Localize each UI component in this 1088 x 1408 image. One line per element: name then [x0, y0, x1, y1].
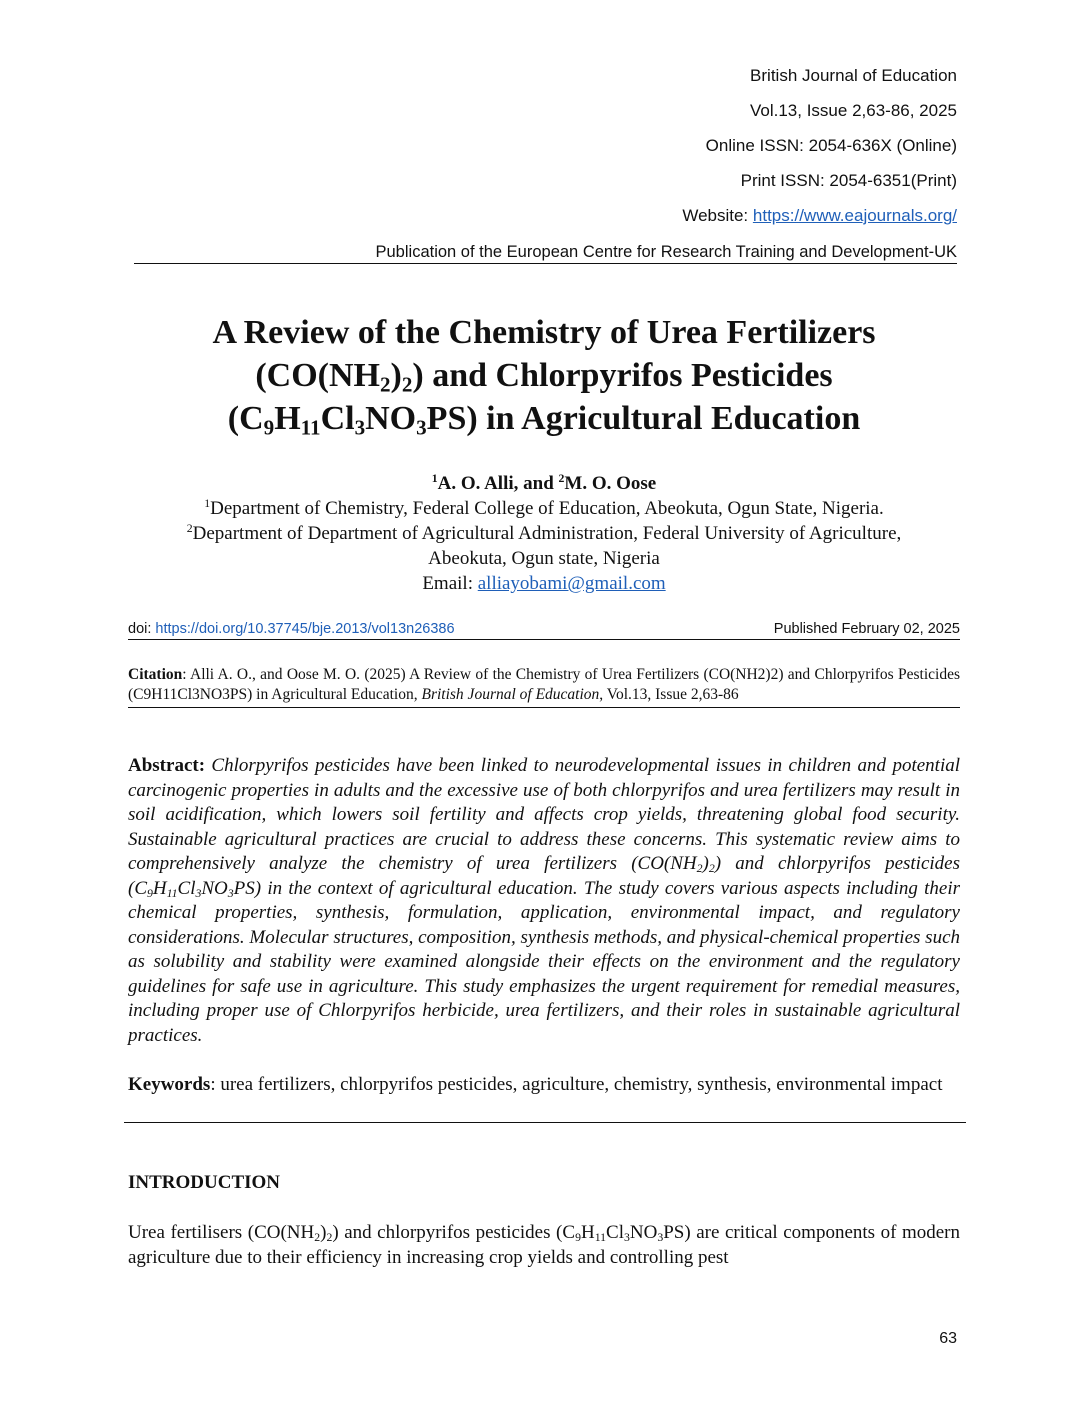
- intro-text: Cl: [606, 1222, 624, 1243]
- title-subscript: 2: [379, 372, 391, 397]
- abstract-text: ): [702, 853, 709, 874]
- title-subscript: 3: [354, 415, 366, 440]
- intro-subscript: 2: [314, 1230, 321, 1244]
- author-2: M. O. Oose: [564, 473, 657, 494]
- title-part: (CO(NH: [255, 357, 380, 394]
- citation-text: , Vol.13, Issue 2,63-86: [599, 686, 739, 703]
- title-part: Cl: [320, 400, 355, 437]
- introduction-heading: INTRODUCTION: [128, 1172, 281, 1193]
- abstract-text: Cl: [177, 877, 196, 899]
- author-block: [80, 471, 1008, 596]
- affiliation-1: [80, 496, 1008, 521]
- page-number: 63: [939, 1330, 957, 1347]
- intro-subscript: 3: [623, 1230, 630, 1244]
- abstract-subscript: 3: [195, 886, 202, 900]
- volume-info: Vol.13, Issue 2,63-86, 2025: [750, 101, 957, 120]
- title-line-1: A Review of the Chemistry of Urea Fertilizers: [212, 314, 876, 351]
- citation-text: : Alli A. O., and Oose M. O. (2025) A Review of the Chemistry of Urea Fertilizers (CO(NH2)2) and Chlorpyrifos Pesticides (C9H11Cl3NO3PS) in Agricultural Education,: [128, 666, 960, 703]
- citation-journal: British Journal of Education: [421, 686, 600, 703]
- publisher-line: [134, 241, 957, 264]
- website-link[interactable]: https://www.eajournals.org/: [752, 206, 957, 225]
- doi-label: doi:: [128, 621, 156, 637]
- abstract-label: Abstract:: [128, 755, 206, 776]
- affiliation-text: Department of Chemistry, Federal College of Education, Abeokuta, Ogun State, Nigeria.: [210, 498, 884, 519]
- abstract-subscript: 11: [166, 886, 178, 900]
- title-subscript: 2: [401, 372, 413, 397]
- introduction-paragraph: [128, 1220, 960, 1270]
- intro-subscript: 9: [575, 1230, 581, 1244]
- published-date: Published February 02, 2025: [773, 621, 960, 637]
- abstract: [128, 754, 960, 1048]
- author-superscript: 1: [431, 471, 438, 485]
- intro-subscript: 2: [326, 1230, 333, 1244]
- abstract-subscript: 2: [708, 861, 715, 875]
- abstract-text: NO: [201, 877, 228, 899]
- affiliation-2-continued: Abeokuta, Ogun state, Nigeria: [428, 548, 660, 569]
- abstract-subscript: 3: [227, 886, 234, 900]
- abstract-text: ) and chlorpyrifos pesticides (C: [128, 853, 960, 899]
- title-subscript: 3: [416, 415, 427, 440]
- title-part: PS) in Agricultural Education: [426, 400, 861, 437]
- keywords-text: : urea fertilizers, chlorpyrifos pesticides, agriculture, chemistry, synthesis, environmental impact: [210, 1074, 943, 1095]
- intro-subscript: 11: [594, 1230, 607, 1244]
- affiliation-superscript: 2: [186, 521, 193, 535]
- title-line-3: [80, 397, 1008, 440]
- citation: [128, 665, 960, 708]
- email-line: [80, 571, 1008, 596]
- intro-subscript: 3: [657, 1230, 664, 1244]
- intro-text: PS) are critical components of modern agriculture due to their efficiency in increasing crop yields and controlling pest: [128, 1222, 960, 1268]
- author-1: A. O. Alli, and: [437, 473, 559, 494]
- intro-text: ): [320, 1222, 327, 1243]
- title-subscript: 9: [263, 415, 275, 440]
- doi-row: [128, 619, 960, 640]
- affiliation-2: [80, 521, 1008, 546]
- author-names: [80, 471, 1008, 496]
- affiliation-superscript: 1: [204, 496, 211, 510]
- title-part: ) and Chlorpyrifos Pesticides: [412, 357, 833, 394]
- intro-text: ) and chlorpyrifos pesticides (C: [332, 1222, 576, 1243]
- title-part: H: [274, 400, 301, 437]
- doi-link[interactable]: https://doi.org/10.37745/bje.2013/vol13n26386: [155, 621, 455, 637]
- keywords: [128, 1073, 960, 1098]
- title-subscript: 11: [300, 415, 321, 440]
- print-issn: Print ISSN: 2054-6351(Print): [740, 171, 957, 190]
- abstract-subscript: 2: [696, 861, 703, 875]
- intro-text: H: [580, 1222, 595, 1243]
- publisher-text: Publication of the European Centre for Research Training and Development-UK: [375, 243, 957, 261]
- citation-label: Citation: [128, 666, 183, 683]
- intro-text: NO: [629, 1222, 658, 1243]
- abstract-text: Chlorpyrifos pesticides have been linked to neurodevelopmental issues in children and potential carcinogenic properties in adults and the excessive use of both chlorpyrifos and urea fertilizers may result in soil acidification, which lowers soil fertility and affects crop yields, threatening global food security. Sustainable agricultural practices are crucial to address these concerns. This systematic review aims to comprehensively analyze the chemistry of urea fertilizers (CO(NH: [128, 755, 960, 874]
- intro-text: Urea fertilisers (CO(NH: [128, 1222, 315, 1243]
- doi: [128, 621, 455, 637]
- website-line: [682, 206, 957, 226]
- author-superscript: 2: [558, 471, 565, 485]
- website-label: Website:: [682, 206, 753, 225]
- title-part: ): [390, 357, 402, 394]
- abstract-subscript: 9: [147, 886, 153, 900]
- email-link[interactable]: alliayobami@gmail.com: [477, 573, 666, 594]
- journal-name: British Journal of Education: [750, 66, 957, 85]
- keywords-label: Keywords: [128, 1074, 211, 1095]
- online-issn: Online ISSN: 2054-636X (Online): [705, 136, 957, 155]
- title-part: NO: [365, 400, 417, 437]
- title-line-2: [80, 354, 1008, 397]
- affiliation-text: Department of Department of Agricultural Administration, Federal University of Agriculture,: [192, 523, 902, 544]
- section-divider: [124, 1122, 966, 1123]
- abstract-text: H: [152, 877, 167, 899]
- email-label: Email:: [422, 573, 478, 594]
- abstract-body: [128, 755, 960, 1046]
- paper-title: [80, 311, 1008, 440]
- title-part: (C: [227, 400, 264, 437]
- abstract-text: PS) in the context of agricultural education. The study covers various aspects including their chemical properties, synthesis, formulation, application, environmental impact, and regulatory considerations. Molecular structures, composition, synthesis methods, and physical-chemical properties such as solubility and stability were examined alongside their effects on the environment and the regulatory guidelines for safe use in agriculture. This study emphasizes the urgent requirement for remedial measures, including proper use of Chlorpyrifos herbicide, urea fertilizers, and their roles in sustainable agricultural practices.: [128, 877, 960, 1046]
